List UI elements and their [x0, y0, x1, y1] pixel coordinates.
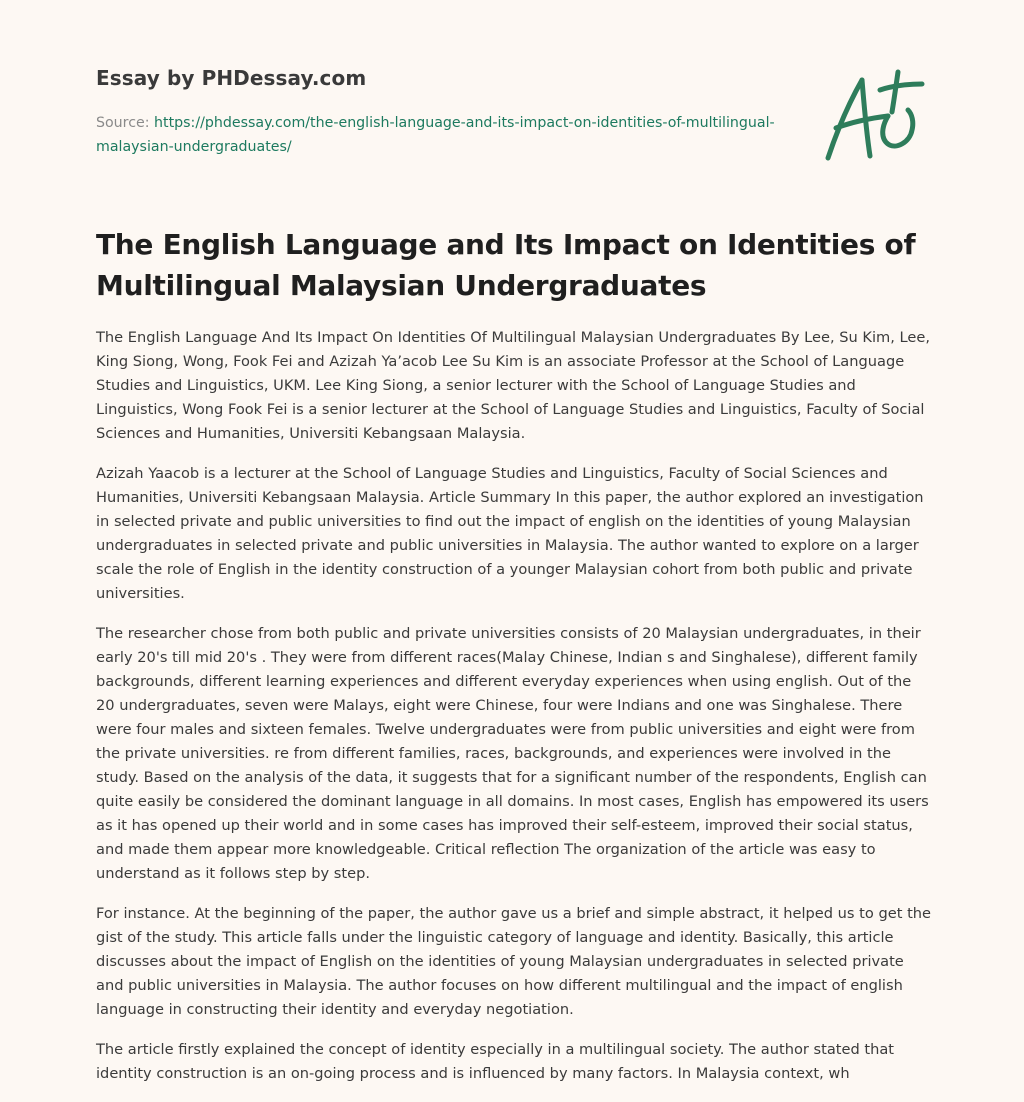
- site-brand: Essay by PHDessay.com: [96, 66, 367, 90]
- essay-paragraph: The English Language And Its Impact On Identities Of Multilingual Malaysian Undergraduates By Lee, Su Kim, Lee, King Siong, Wong, Fook Fei and Azizah Ya’acob Lee Su Kim is an associate Professor at the School of Language Studies and Linguistics, UKM. Lee King Siong, a senior lecturer with the School of Language Studies and Linguistics, Wong Fook Fei is a senior lecturer at the School of Language Studies and Linguistics, Faculty of Social Sciences and Humanities, Universiti Kebangsaan Malaysia.: [96, 329, 930, 442]
- a-plus-logo-icon: [822, 64, 932, 168]
- essay-paragraph: The article firstly explained the concept of identity especially in a multilingual society. The author stated that identity construction is an on-going process and is influenced by many factors. In Malaysia context, wh: [96, 1041, 895, 1082]
- a-plus-logo: [822, 64, 932, 168]
- essay-paragraph: Azizah Yaacob is a lecturer at the School of Language Studies and Linguistics, Faculty of Social Sciences and Humanities, Universiti Kebangsaan Malaysia. Article Summary In this paper, the author explored an investigation in selected private and public universities to find out the impact of english on the identities of young Malaysian undergraduates in selected private and public universities in Malaysia. The author wanted to explore on a larger scale the role of English in the identity construction of a younger Malaysian cohort from both public and private universities.: [96, 465, 924, 602]
- source-label: Source:: [96, 115, 155, 131]
- source-line: [96, 111, 776, 159]
- essay-paragraph: For instance. At the beginning of the paper, the author gave us a brief and simple abstract, it helped us to get the gist of the study. This article falls under the linguistic category of language and identity. Basically, this article discusses about the impact of English on the identities of young Malaysian undergraduates in selected private and public universities in Malaysia. The author focuses on how different multilingual and the impact of english language in constructing their identity and everyday negotiation.: [96, 905, 932, 1018]
- essay-body: [96, 326, 932, 1102]
- source-link[interactable]: https://phdessay.com/the-english-language-and-its-impact-on-identities-of-multilingual-malaysian-undergraduates/: [96, 115, 775, 155]
- essay-paragraph: The researcher chose from both public and private universities consists of 20 Malaysian undergraduates, in their early 20's till mid 20's . They were from different races(Malay Chinese, Indian s and Singhalese), different family backgrounds, different learning experiences and different everyday experiences when using english. Out of the 20 undergraduates, seven were Malays, eight were Chinese, four were Indians and one was Singhalese. There were four males and sixteen females. Twelve undergraduates were from public universities and eight were from the private universities. re from different families, races, backgrounds, and experiences were involved in the study. Based on the analysis of the data, it suggests that for a significant number of the respondents, English can quite easily be considered the dominant language in all domains. In most cases, English has empowered its users as it has opened up their world and in some cases has improved their self-esteem, improved their social status, and made them appear more knowledgeable. Critical reflection The organization of the article was easy to understand as it follows step by step.: [96, 625, 929, 882]
- essay-title: The English Language and Its Impact on Identities of Multilingual Malaysian Undergraduates: [96, 228, 916, 302]
